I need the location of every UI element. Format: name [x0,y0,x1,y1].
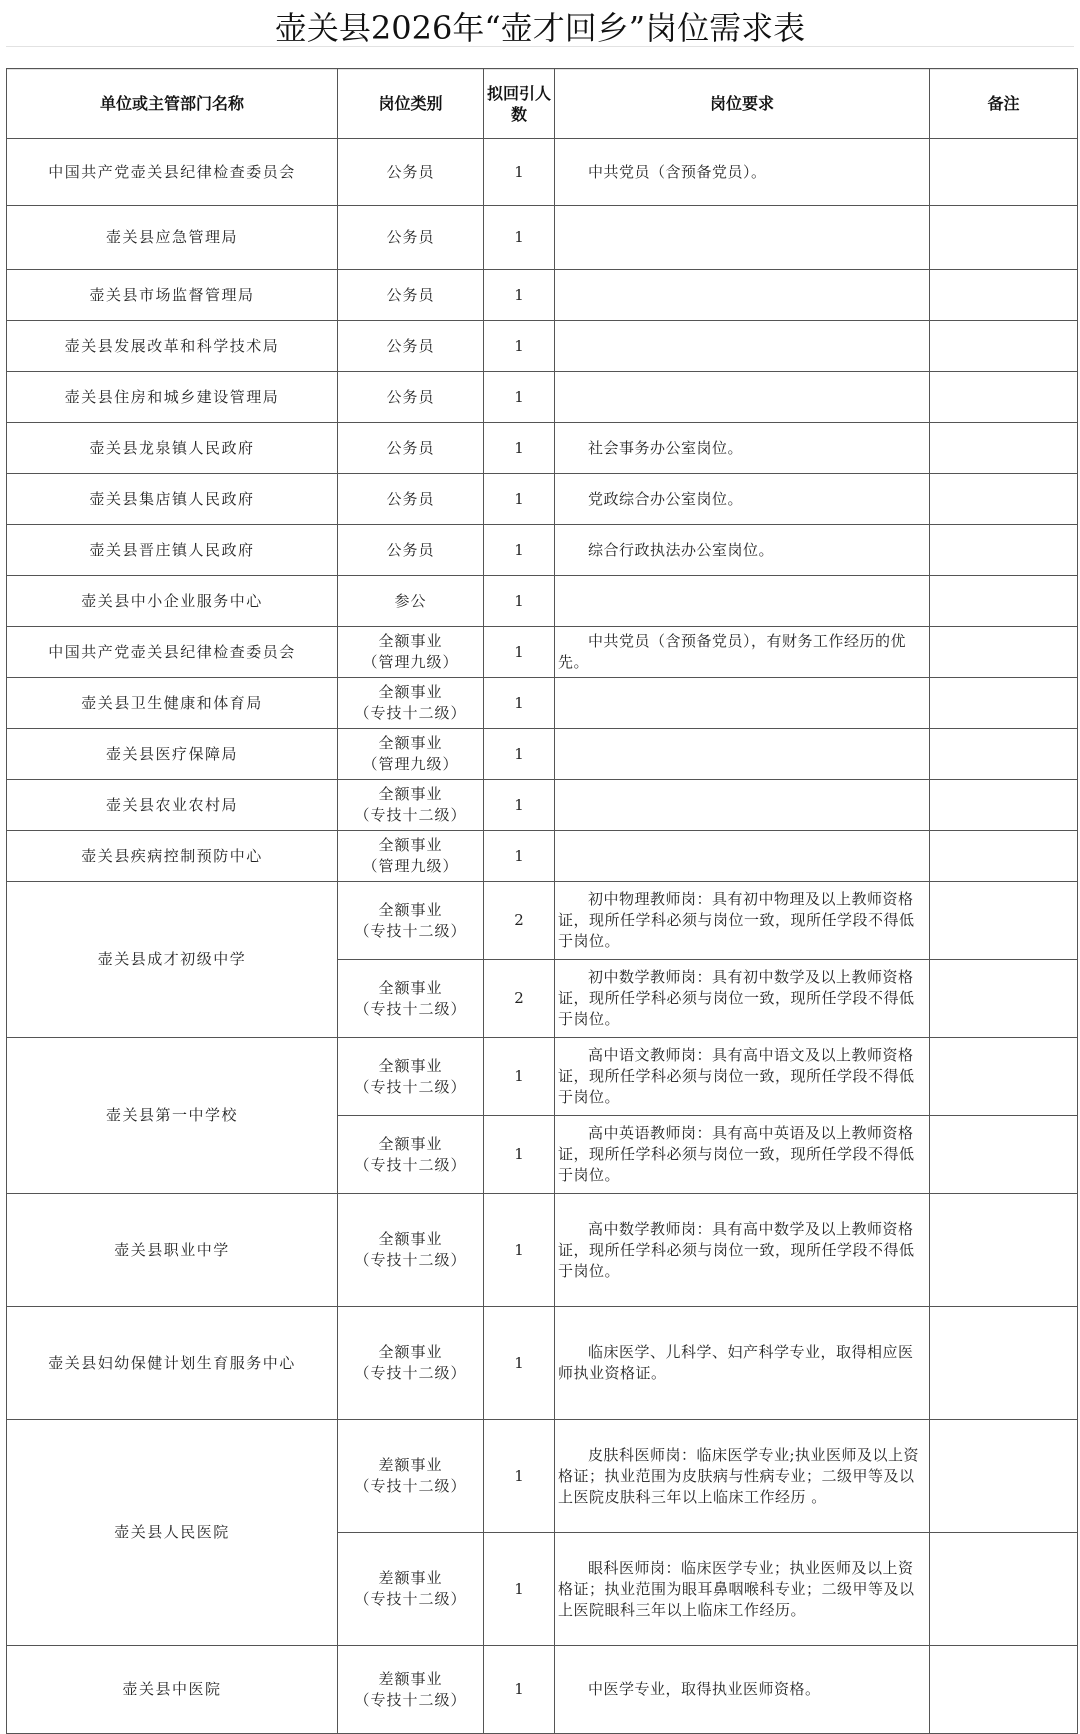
count-cell: 1 [484,729,555,780]
unit-cell: 壶关县人民医院 [7,1420,338,1646]
count-cell: 1 [484,678,555,729]
requirement-cell [555,678,930,729]
remark-cell [930,729,1078,780]
category-cell: 公务员 [338,423,484,474]
category-cell: 公务员 [338,139,484,206]
requirement-cell [555,780,930,831]
requirement-cell: 高中英语教师岗：具有高中英语及以上教师资格证，现所任学科必须与岗位一致，现所任学段不得低于岗位。 [555,1116,930,1194]
header-requirement: 岗位要求 [555,69,930,139]
blank-row [6,46,1074,70]
remark-cell [930,423,1078,474]
count-cell: 2 [484,960,555,1038]
count-cell: 1 [484,627,555,678]
count-cell: 1 [484,270,555,321]
page-title: 壶关县2026年“壶才回乡”岗位需求表 [274,9,806,47]
remark-cell [930,1307,1078,1420]
remark-cell [930,1533,1078,1646]
category-cell: 全额事业 （专技十二级） [338,1194,484,1307]
requirement-cell: 综合行政执法办公室岗位。 [555,525,930,576]
table-row [7,139,1078,206]
category-cell: 公务员 [338,321,484,372]
table-row [7,525,1078,576]
remark-cell [930,1646,1078,1734]
requirement-cell: 高中数学教师岗：具有高中数学及以上教师资格证，现所任学科必须与岗位一致，现所任学段不得低于岗位。 [555,1194,930,1307]
unit-cell: 壶关县集店镇人民政府 [7,474,338,525]
category-cell: 公务员 [338,474,484,525]
header-unit: 单位或主管部门名称 [7,69,338,139]
category-cell: 差额事业 （专技十二级） [338,1646,484,1734]
requirement-cell [555,321,930,372]
category-cell: 差额事业 （专技十二级） [338,1420,484,1533]
category-cell: 公务员 [338,206,484,270]
remark-cell [930,525,1078,576]
count-cell: 1 [484,139,555,206]
count-cell: 1 [484,576,555,627]
category-cell: 全额事业 （专技十二级） [338,882,484,960]
requirement-cell: 党政综合办公室岗位。 [555,474,930,525]
requirement-cell [555,831,930,882]
category-cell: 全额事业 （专技十二级） [338,678,484,729]
count-cell: 1 [484,831,555,882]
unit-cell: 壶关县农业农村局 [7,780,338,831]
count-cell: 1 [484,474,555,525]
table-row [7,729,1078,780]
table-row [7,576,1078,627]
requirement-cell: 社会事务办公室岗位。 [555,423,930,474]
category-cell: 全额事业 （管理九级） [338,831,484,882]
count-cell: 1 [484,206,555,270]
remark-cell [930,678,1078,729]
requirement-cell: 中医学专业，取得执业医师资格。 [555,1646,930,1734]
table-row [7,321,1078,372]
requirement-cell [555,576,930,627]
unit-cell: 壶关县中医院 [7,1646,338,1734]
unit-cell: 壶关县疾病控制预防中心 [7,831,338,882]
unit-cell: 壶关县中小企业服务中心 [7,576,338,627]
unit-cell: 中国共产党壶关县纪律检查委员会 [7,627,338,678]
category-cell: 公务员 [338,270,484,321]
count-cell: 1 [484,1307,555,1420]
remark-cell [930,1420,1078,1533]
requirement-cell: 眼科医师岗：临床医学专业；执业医师及以上资格证；执业范围为眼耳鼻咽喉科专业；二级甲等及以上医院眼科三年以上临床工作经历。 [555,1533,930,1646]
count-cell: 1 [484,1646,555,1734]
category-cell: 全额事业 （专技十二级） [338,780,484,831]
requirement-cell: 高中语文教师岗：具有高中语文及以上教师资格证，现所任学科必须与岗位一致，现所任学段不得低于岗位。 [555,1038,930,1116]
category-cell: 参公 [338,576,484,627]
table-row [7,1194,1078,1307]
category-cell: 全额事业 （专技十二级） [338,960,484,1038]
remark-cell [930,206,1078,270]
requirement-cell [555,372,930,423]
remark-cell [930,576,1078,627]
unit-cell: 壶关县龙泉镇人民政府 [7,423,338,474]
remark-cell [930,270,1078,321]
table-row [7,372,1078,423]
count-cell: 1 [484,780,555,831]
table-row [7,1307,1078,1420]
count-cell: 1 [484,1038,555,1116]
requirement-cell: 中共党员（含预备党员）。 [555,139,930,206]
requirement-cell [555,729,930,780]
count-cell: 2 [484,882,555,960]
remark-cell [930,960,1078,1038]
remark-cell [930,372,1078,423]
remark-cell [930,1194,1078,1307]
unit-cell: 壶关县妇幼保健计划生育服务中心 [7,1307,338,1420]
header-count: 拟回引人数 [484,69,555,139]
table-row [7,1420,1078,1533]
requirement-cell: 初中数学教师岗：具有初中数学及以上教师资格证，现所任学科必须与岗位一致，现所任学段不得低于岗位。 [555,960,930,1038]
count-cell: 1 [484,423,555,474]
requirement-cell [555,206,930,270]
requirement-cell: 中共党员（含预备党员），有财务工作经历的优先。 [555,627,930,678]
category-cell: 全额事业 （专技十二级） [338,1116,484,1194]
unit-cell: 壶关县成才初级中学 [7,882,338,1038]
unit-cell: 壶关县职业中学 [7,1194,338,1307]
unit-cell: 壶关县第一中学校 [7,1038,338,1194]
header-remark: 备注 [930,69,1078,139]
unit-cell: 中国共产党壶关县纪律检查委员会 [7,139,338,206]
table-row [7,270,1078,321]
count-cell: 1 [484,1533,555,1646]
requirement-cell: 临床医学、儿科学、妇产科学专业，取得相应医师执业资格证。 [555,1307,930,1420]
count-cell: 1 [484,1194,555,1307]
remark-cell [930,474,1078,525]
category-cell: 差额事业 （专技十二级） [338,1533,484,1646]
unit-cell: 壶关县晋庄镇人民政府 [7,525,338,576]
remark-cell [930,882,1078,960]
job-demand-table [6,68,1078,1734]
table-row [7,831,1078,882]
category-cell: 全额事业 （管理九级） [338,729,484,780]
count-cell: 1 [484,525,555,576]
table-row [7,1646,1078,1734]
requirement-cell [555,270,930,321]
remark-cell [930,321,1078,372]
count-cell: 1 [484,372,555,423]
header-row [7,69,1078,139]
unit-cell: 壶关县卫生健康和体育局 [7,678,338,729]
unit-cell: 壶关县医疗保障局 [7,729,338,780]
unit-cell: 壶关县市场监督管理局 [7,270,338,321]
unit-cell: 壶关县住房和城乡建设管理局 [7,372,338,423]
table-row [7,474,1078,525]
table-row [7,423,1078,474]
category-cell: 全额事业 （专技十二级） [338,1038,484,1116]
remark-cell [930,627,1078,678]
table-row [7,1038,1078,1116]
remark-cell [930,139,1078,206]
category-cell: 全额事业 （专技十二级） [338,1307,484,1420]
table-row [7,627,1078,678]
remark-cell [930,1116,1078,1194]
count-cell: 1 [484,321,555,372]
requirement-cell: 初中物理教师岗：具有初中物理及以上教师资格证，现所任学科必须与岗位一致，现所任学段不得低于岗位。 [555,882,930,960]
category-cell: 公务员 [338,372,484,423]
table-row [7,780,1078,831]
table-row [7,206,1078,270]
category-cell: 公务员 [338,525,484,576]
unit-cell: 壶关县应急管理局 [7,206,338,270]
count-cell: 1 [484,1420,555,1533]
remark-cell [930,831,1078,882]
count-cell: 1 [484,1116,555,1194]
category-cell: 全额事业 （管理九级） [338,627,484,678]
table-row [7,882,1078,960]
requirement-cell: 皮肤科医师岗：临床医学专业;执业医师及以上资格证；执业范围为皮肤病与性病专业；二级甲等及以上医院皮肤科三年以上临床工作经历 。 [555,1420,930,1533]
remark-cell [930,780,1078,831]
header-category: 岗位类别 [338,69,484,139]
unit-cell: 壶关县发展改革和科学技术局 [7,321,338,372]
remark-cell [930,1038,1078,1116]
table-row [7,678,1078,729]
